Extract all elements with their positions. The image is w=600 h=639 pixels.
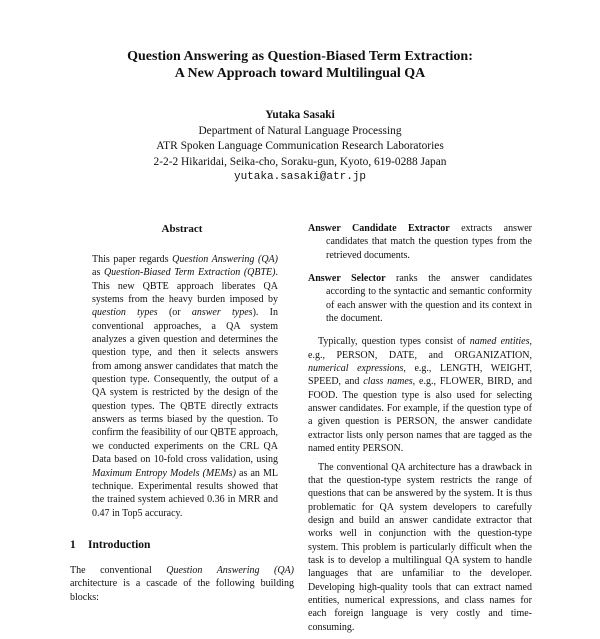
email: yutaka.sasaki@atr.jp [233, 171, 367, 183]
drawback-paragraph: The conventional QA architecture has a drawback in that the question-type system restricts the range of questions that can be answered by the system. It is thus problematic for QA system developers to carefully design and build an answer candidate extractor that works well in conjunction with the question-type system. This problem is particularly difficult when the task is to develop a multilingual QA system to handle languages that are unfamiliar to the developer. Developing high-quality tools that can extract named entities, numerical expressions, and class names for each foreign language is very costly and time-consuming. [308, 461, 532, 633]
author-name: Yutaka Sasaki [265, 109, 335, 121]
definition-term: Answer Candidate Extractor [308, 223, 450, 234]
affiliation-line-1: Department of Natural Language Processing [198, 124, 402, 137]
definition-term: Answer Selector [308, 273, 386, 285]
affiliation-line-2: ATR Spoken Language Communication Research Laboratories [156, 140, 444, 152]
author-block [0, 108, 600, 186]
definition-answer-selector: Answer Selector ranks the answer candidates according to the syntactic and semantic conformity of each answer with the question and its context in the document. [308, 273, 532, 325]
intro-paragraph: The conventional Question Answering (QA) architecture is a cascade of the following building blocks: [70, 564, 294, 603]
abstract-text: This paper regards Question Answering (QA) as Question-Biased Term Extraction (QBTE). This new QBTE approach liberates QA systems from the heavy burden imposed by question types (or answer types). In conventional approaches, a QA system analyzes a given question and determines the question type, and then it selects answers from among answer candidates that match the question type. Consequently, the output of a QA system is restricted by the design of the question types. The QBTE directly extracts answers as terms biased by the question. To confirm the feasibility of our QBTE approach, we conducted experiments on the CRL QA Data based on 10-fold cross validation, using Maximum Entropy Models (MEMs) as an ML technique. Experimental results showed that the trained system achieved 0.36 in MRR and 0.47 in Top5 accuracy. [92, 254, 278, 519]
right-column [308, 222, 532, 639]
address: 2-2-2 Hikaridai, Seika-cho, Soraku-gun, Kyoto, 619-0288 Japan [153, 155, 447, 168]
title-line-2: A New Approach toward Multilingual QA [174, 66, 426, 81]
question-types-paragraph: Typically, question types consist of named entities, e.g., PERSON, DATE, and ORGANIZATION, numerical expressions, e.g., LENGTH, WEIGHT, SPEED, and class names, e.g., FLOWER, BIRD, and FOOD. The question type is also used for selecting answer candidates. For example, if the question type of a given question is PERSON, the answer candidate extractor lists only person names that are tagged as the named entity PERSON. [308, 336, 533, 455]
abstract-heading: Abstract [161, 223, 203, 235]
paper-title [0, 48, 600, 82]
section-number: 1 [70, 538, 76, 551]
title-line-1: Question Answering as Question-Biased Term Extraction: [127, 49, 473, 64]
definition-answer-candidate-extractor: Answer Candidate Extractor extracts answer candidates that match the question types from the retrieved documents. [308, 223, 532, 261]
left-column [70, 222, 294, 604]
section-title: Introduction [88, 538, 151, 551]
section-heading-introduction [70, 538, 294, 552]
